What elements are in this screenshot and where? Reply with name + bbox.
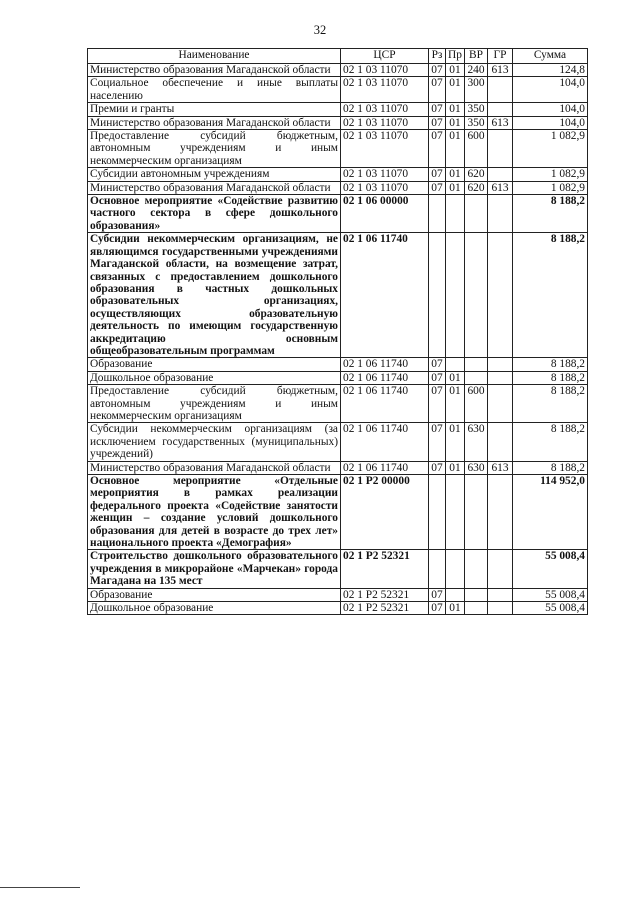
cell-rz	[429, 195, 446, 233]
table-row	[88, 588, 588, 601]
page-number: 32	[313, 23, 327, 37]
header-gr: ГР	[488, 49, 513, 64]
cell-sum: 124,8	[513, 64, 588, 77]
table-row	[88, 116, 588, 129]
table-row	[88, 233, 588, 358]
cell-rz: 07	[429, 423, 446, 461]
cell-pr: 01	[446, 168, 465, 181]
cell-pr	[446, 588, 465, 601]
cell-gr	[488, 371, 513, 384]
cell-vr	[465, 588, 488, 601]
cell-vr	[465, 550, 488, 588]
cell-vr	[465, 358, 488, 371]
cell-csr: 02 1 03 11070	[341, 103, 429, 116]
cell-vr: 240	[465, 64, 488, 77]
cell-csr: 02 1 06 11740	[341, 461, 429, 474]
footer-rule	[0, 887, 80, 888]
cell-pr: 01	[446, 64, 465, 77]
table-row	[88, 550, 588, 588]
cell-name: Образование	[88, 588, 341, 601]
cell-pr: 01	[446, 181, 465, 194]
table-row	[88, 103, 588, 116]
cell-rz: 07	[429, 461, 446, 474]
cell-gr	[488, 475, 513, 550]
cell-vr: 630	[465, 461, 488, 474]
cell-pr	[446, 195, 465, 233]
cell-csr: 02 1 03 11070	[341, 77, 429, 103]
table-row	[88, 385, 588, 423]
cell-name: Предоставление субсидий бюджетным, автономным учреждениям и иным некоммерческим организациям	[88, 130, 341, 168]
cell-gr	[488, 423, 513, 461]
cell-gr	[488, 358, 513, 371]
cell-name: Основное мероприятие «Содействие развитию частного сектора в сфере дошкольного образования»	[88, 195, 341, 233]
cell-sum: 8 188,2	[513, 195, 588, 233]
cell-gr: 613	[488, 181, 513, 194]
cell-rz: 07	[429, 385, 446, 423]
cell-gr	[488, 103, 513, 116]
cell-vr: 350	[465, 116, 488, 129]
cell-pr: 01	[446, 423, 465, 461]
cell-name: Министерство образования Магаданской области	[88, 116, 341, 129]
cell-rz: 07	[429, 371, 446, 384]
cell-gr: 613	[488, 64, 513, 77]
cell-rz: 07	[429, 77, 446, 103]
cell-rz: 07	[429, 168, 446, 181]
cell-gr	[488, 588, 513, 601]
cell-sum: 1 082,9	[513, 130, 588, 168]
cell-name: Образование	[88, 358, 341, 371]
cell-rz: 07	[429, 602, 446, 615]
cell-gr	[488, 602, 513, 615]
cell-name: Основное мероприятие «Отдельные мероприятия в рамках реализации федерального проекта «Содействие занятости женщин – создание условий дошкольного образования для детей в возрасте до трех лет» национального проекта «Демография»	[88, 475, 341, 550]
header-row	[88, 49, 588, 64]
header-name: Наименование	[88, 49, 341, 64]
cell-csr: 02 1 P2 00000	[341, 475, 429, 550]
cell-sum: 55 008,4	[513, 602, 588, 615]
cell-csr: 02 1 P2 52321	[341, 550, 429, 588]
cell-vr	[465, 602, 488, 615]
cell-gr	[488, 168, 513, 181]
table-row	[88, 195, 588, 233]
cell-name: Дошкольное образование	[88, 602, 341, 615]
table-row	[88, 64, 588, 77]
cell-csr: 02 1 03 11070	[341, 130, 429, 168]
cell-gr	[488, 233, 513, 358]
cell-vr	[465, 475, 488, 550]
cell-vr: 350	[465, 103, 488, 116]
cell-pr: 01	[446, 371, 465, 384]
cell-sum: 8 188,2	[513, 423, 588, 461]
cell-sum: 1 082,9	[513, 181, 588, 194]
cell-vr: 630	[465, 423, 488, 461]
cell-gr	[488, 195, 513, 233]
cell-sum: 104,0	[513, 103, 588, 116]
cell-pr: 01	[446, 602, 465, 615]
cell-name: Социальное обеспечение и иные выплаты населению	[88, 77, 341, 103]
cell-csr: 02 1 03 11070	[341, 168, 429, 181]
cell-rz	[429, 475, 446, 550]
cell-sum: 104,0	[513, 77, 588, 103]
table-row	[88, 423, 588, 461]
cell-name: Министерство образования Магаданской области	[88, 461, 341, 474]
cell-vr: 600	[465, 130, 488, 168]
cell-csr: 02 1 P2 52321	[341, 588, 429, 601]
cell-name: Строительство дошкольного образовательного учреждения в микрорайоне «Марчекан» города Магадана на 135 мест	[88, 550, 341, 588]
cell-sum: 55 008,4	[513, 588, 588, 601]
cell-sum: 8 188,2	[513, 385, 588, 423]
cell-rz	[429, 233, 446, 358]
cell-name: Субсидии автономным учреждениям	[88, 168, 341, 181]
cell-vr: 600	[465, 385, 488, 423]
cell-name: Предоставление субсидий бюджетным, автономным учреждениям и иным некоммерческим организациям	[88, 385, 341, 423]
cell-vr	[465, 371, 488, 384]
cell-rz: 07	[429, 181, 446, 194]
cell-name: Министерство образования Магаданской области	[88, 64, 341, 77]
cell-pr	[446, 233, 465, 358]
table-row	[88, 371, 588, 384]
cell-csr: 02 1 P2 52321	[341, 602, 429, 615]
cell-rz: 07	[429, 130, 446, 168]
cell-sum: 1 082,9	[513, 168, 588, 181]
table-body	[88, 64, 588, 615]
cell-pr	[446, 550, 465, 588]
cell-vr: 300	[465, 77, 488, 103]
cell-vr: 620	[465, 181, 488, 194]
cell-sum: 55 008,4	[513, 550, 588, 588]
cell-pr: 01	[446, 103, 465, 116]
cell-csr: 02 1 06 11740	[341, 358, 429, 371]
cell-pr: 01	[446, 385, 465, 423]
cell-sum: 114 952,0	[513, 475, 588, 550]
cell-csr: 02 1 06 00000	[341, 195, 429, 233]
cell-gr	[488, 130, 513, 168]
cell-csr: 02 1 06 11740	[341, 371, 429, 384]
cell-rz: 07	[429, 64, 446, 77]
cell-vr: 620	[465, 168, 488, 181]
table-row	[88, 358, 588, 371]
cell-rz: 07	[429, 588, 446, 601]
cell-rz: 07	[429, 103, 446, 116]
cell-name: Дошкольное образование	[88, 371, 341, 384]
header-sum: Сумма	[513, 49, 588, 64]
cell-csr: 02 1 06 11740	[341, 385, 429, 423]
cell-pr: 01	[446, 130, 465, 168]
cell-name: Премии и гранты	[88, 103, 341, 116]
cell-rz	[429, 550, 446, 588]
cell-sum: 104,0	[513, 116, 588, 129]
cell-csr: 02 1 06 11740	[341, 233, 429, 358]
cell-name: Субсидии некоммерческим организациям, не являющимся государственными учреждениями Магаданской области, на возмещение затрат, связанных с предоставлением дошкольного образования в частных дошкольных образовательных организациях, осуществляющих образовательную деятельность по имеющим государственную аккредитацию основным общеобразовательным программам	[88, 233, 341, 358]
cell-gr	[488, 550, 513, 588]
cell-vr	[465, 195, 488, 233]
cell-csr: 02 1 06 11740	[341, 423, 429, 461]
table-row	[88, 168, 588, 181]
cell-sum: 8 188,2	[513, 461, 588, 474]
cell-rz: 07	[429, 358, 446, 371]
cell-name: Министерство образования Магаданской области	[88, 181, 341, 194]
cell-pr: 01	[446, 461, 465, 474]
budget-table	[87, 48, 588, 615]
table-row	[88, 602, 588, 615]
cell-gr: 613	[488, 461, 513, 474]
cell-pr	[446, 358, 465, 371]
cell-name: Субсидии некоммерческим организациям (за исключением государственных (муниципальных) учреждений)	[88, 423, 341, 461]
cell-csr: 02 1 03 11070	[341, 181, 429, 194]
table-row	[88, 77, 588, 103]
cell-gr: 613	[488, 116, 513, 129]
table-row	[88, 181, 588, 194]
cell-sum: 8 188,2	[513, 233, 588, 358]
header-vr: ВР	[465, 49, 488, 64]
header-csr: ЦСР	[341, 49, 429, 64]
cell-sum: 8 188,2	[513, 358, 588, 371]
header-rz: Рз	[429, 49, 446, 64]
cell-pr	[446, 475, 465, 550]
table-row	[88, 475, 588, 550]
cell-gr	[488, 77, 513, 103]
table-row	[88, 461, 588, 474]
cell-vr	[465, 233, 488, 358]
cell-rz: 07	[429, 116, 446, 129]
cell-csr: 02 1 03 11070	[341, 116, 429, 129]
cell-pr: 01	[446, 116, 465, 129]
cell-sum: 8 188,2	[513, 371, 588, 384]
table-row	[88, 130, 588, 168]
cell-gr	[488, 385, 513, 423]
cell-pr: 01	[446, 77, 465, 103]
header-pr: Пр	[446, 49, 465, 64]
cell-csr: 02 1 03 11070	[341, 64, 429, 77]
